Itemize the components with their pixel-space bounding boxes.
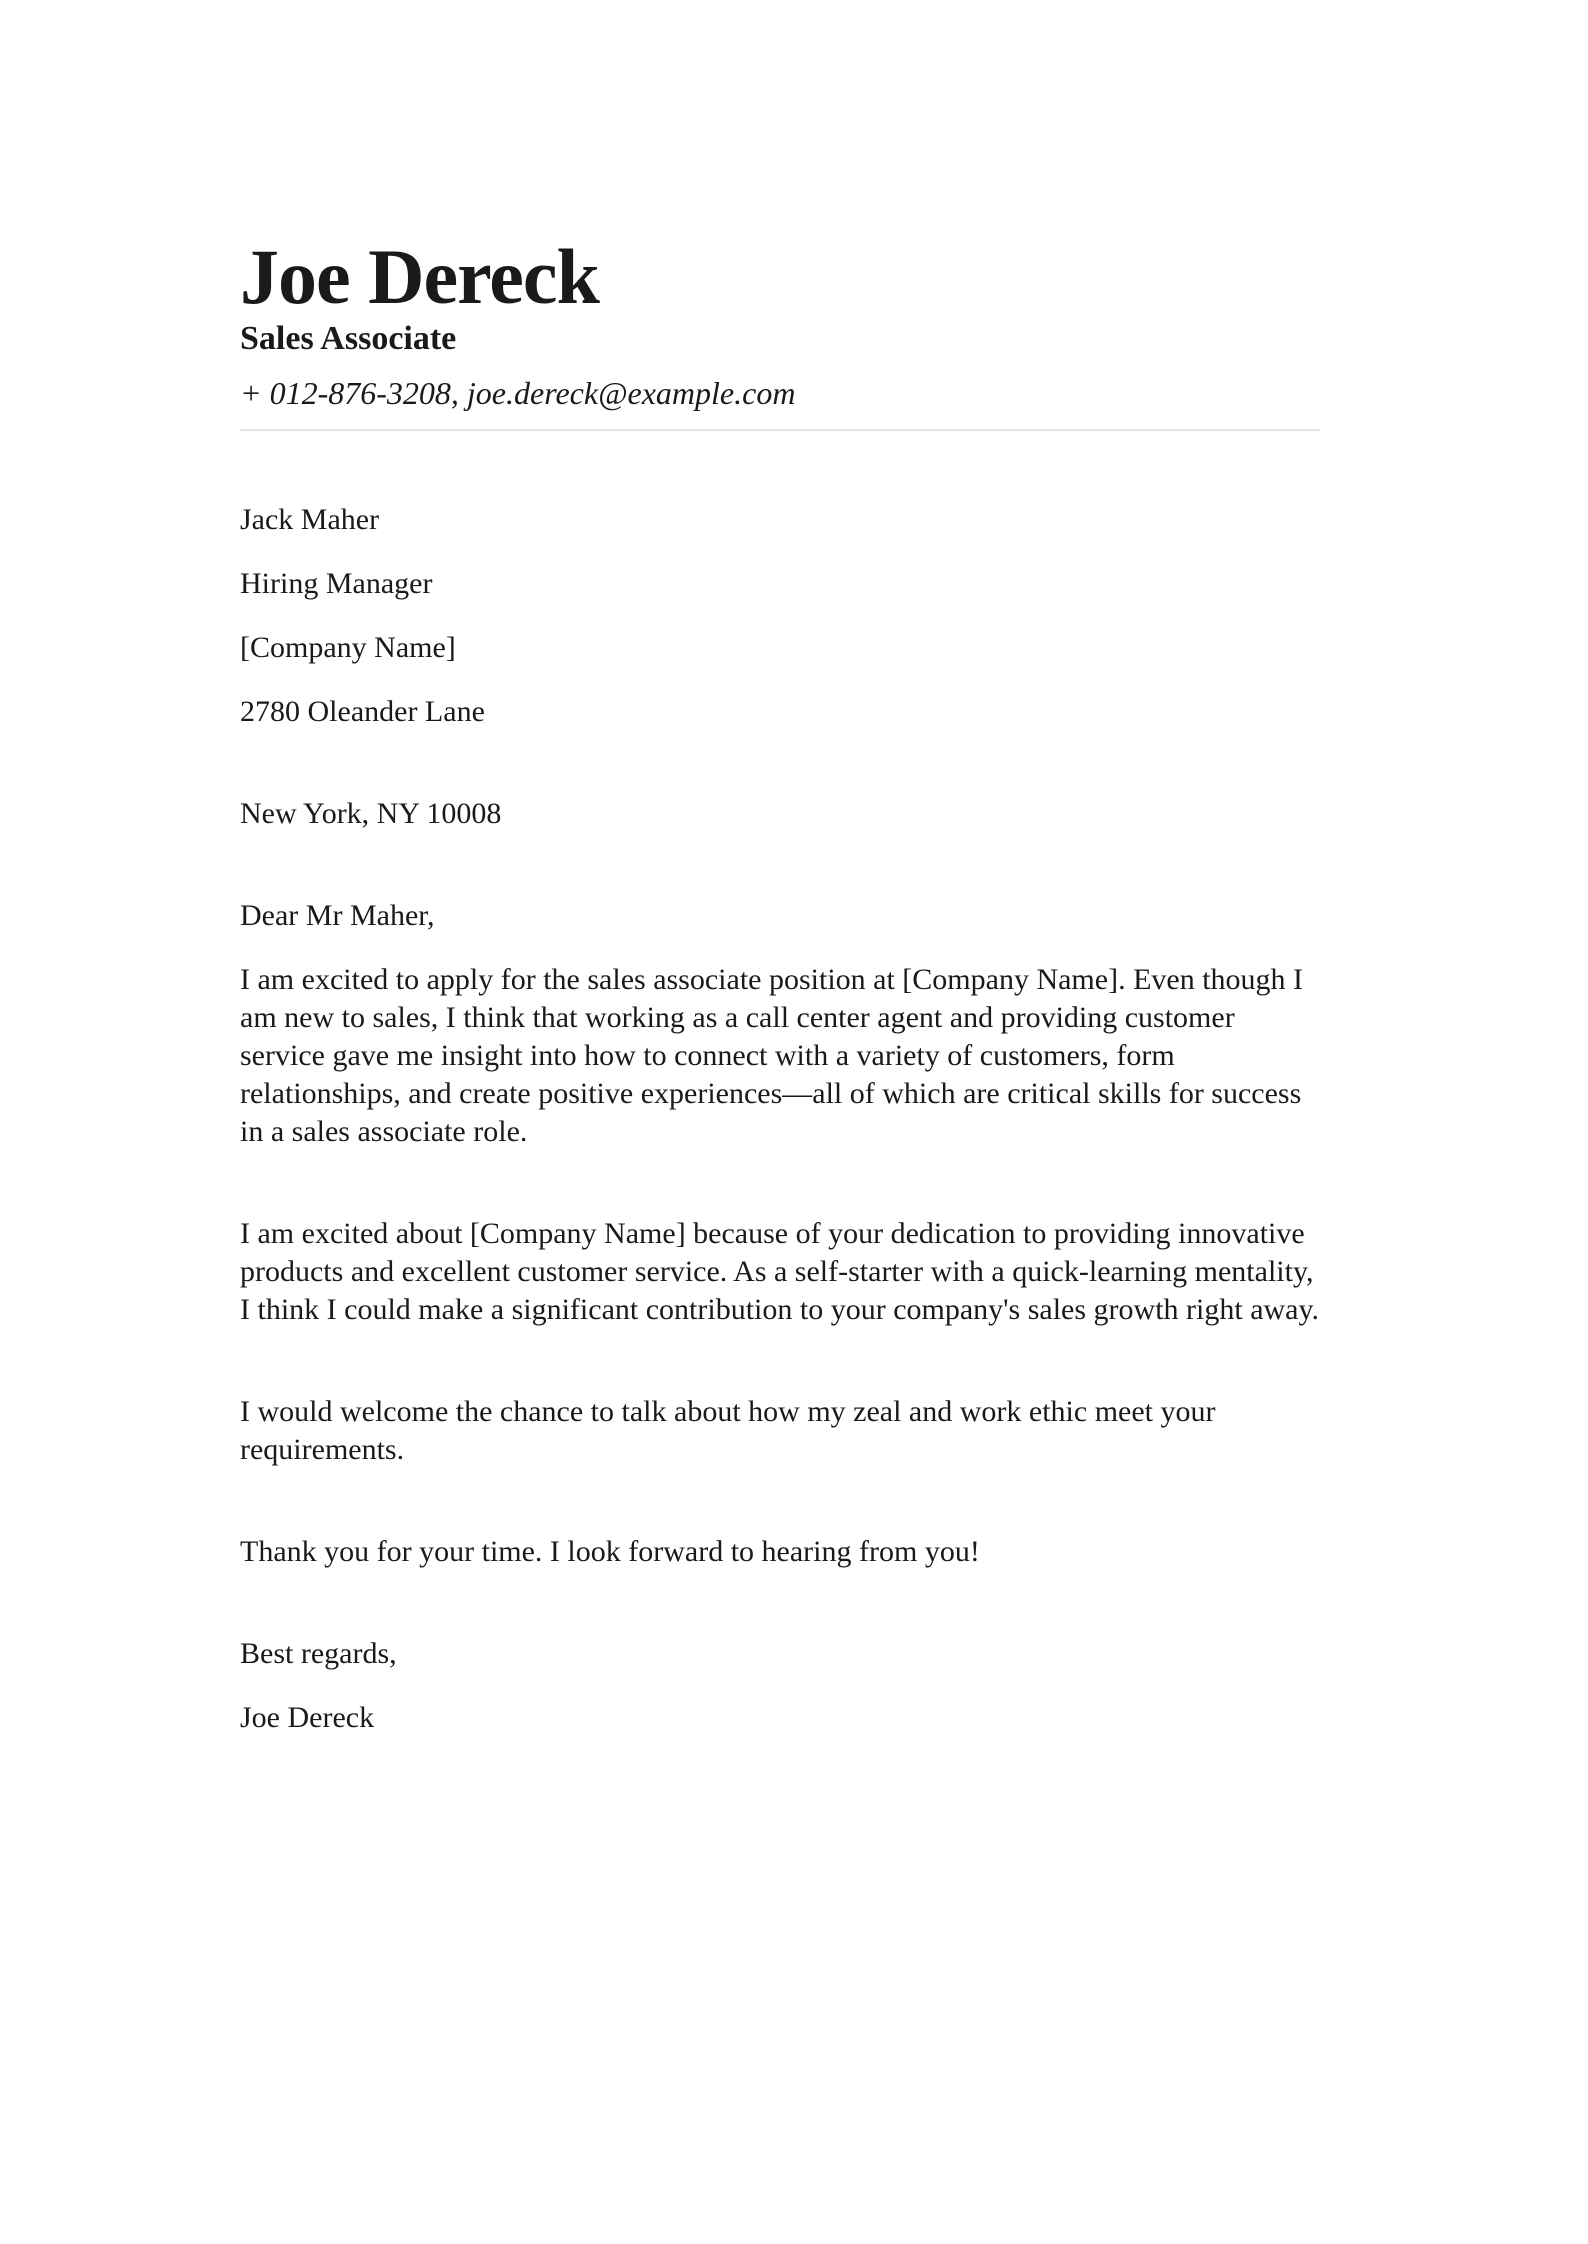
paragraph-motivation: I am excited about [Company Name] because of your dedication to providing innovative products and excellent customer service. As a self-starter with a quick-learning mentality, I think I could make a significant contribution to your company's sales growth right away. bbox=[240, 1217, 1320, 1326]
recipient-title: Hiring Manager bbox=[240, 567, 433, 600]
applicant-contact-info: + 012-876-3208, joe.dereck@example.com bbox=[240, 375, 796, 411]
paragraph-welcome: I would welcome the chance to talk about how my zeal and work ethic meet your requirements. bbox=[240, 1395, 1216, 1466]
recipient-block bbox=[240, 501, 1320, 833]
salutation: Dear Mr Maher, bbox=[240, 899, 435, 932]
paragraph-intro: I am excited to apply for the sales associate position at [Company Name]. Even though I am new to sales, I think that working as a call center agent and providing customer service gave me insight into how to connect with a variety of customers, form relationships, and create positive experiences—all of which are critical skills for success in a sales associate role. bbox=[240, 963, 1304, 1148]
recipient-city: New York, NY 10008 bbox=[240, 797, 502, 830]
letter-content bbox=[240, 0, 1320, 1763]
recipient-name: Jack Maher bbox=[240, 503, 380, 536]
paragraph-thanks: Thank you for your time. I look forward to hearing from you! bbox=[240, 1535, 980, 1568]
letter-body bbox=[240, 501, 1320, 1737]
recipient-company: [Company Name] bbox=[240, 631, 456, 664]
applicant-name: Joe Dereck bbox=[240, 233, 599, 320]
header-divider bbox=[240, 429, 1320, 431]
applicant-job-title: Sales Associate bbox=[240, 320, 457, 357]
recipient-street: 2780 Oleander Lane bbox=[240, 695, 485, 728]
closing: Best regards, bbox=[240, 1637, 397, 1670]
letter-header bbox=[240, 233, 1320, 431]
signature-name: Joe Dereck bbox=[240, 1701, 375, 1734]
